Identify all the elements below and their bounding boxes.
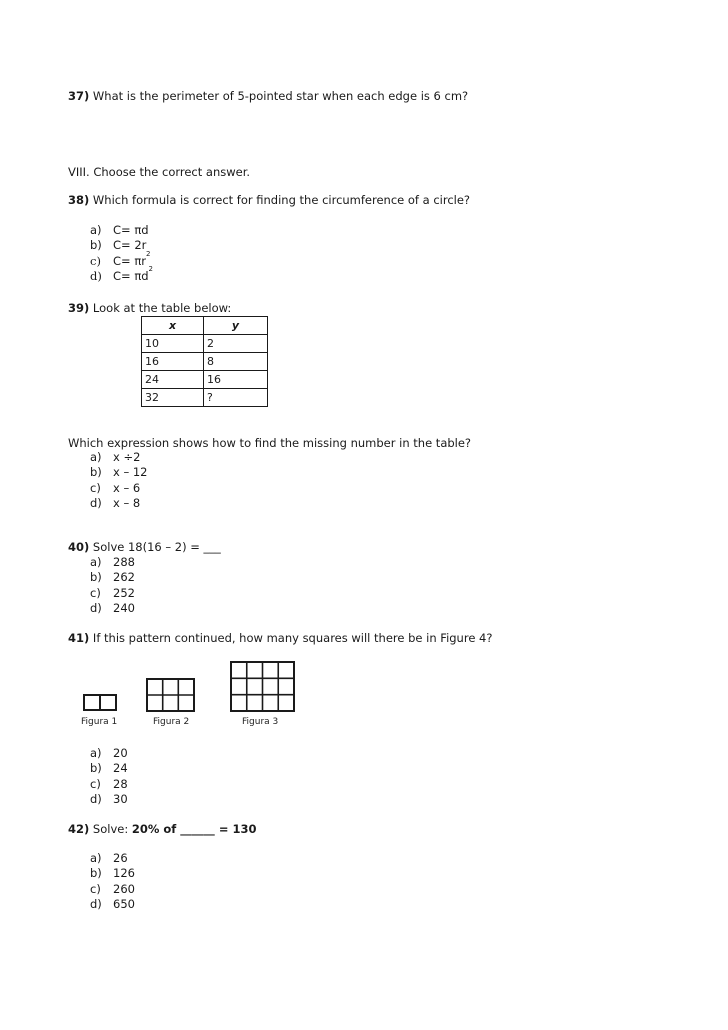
table-header-row <box>142 317 268 335</box>
question-number: 40) <box>68 540 90 554</box>
table-row <box>142 389 268 407</box>
table-cell: 32 <box>142 389 204 407</box>
table-cell: ? <box>204 389 268 407</box>
table-cell: 8 <box>204 353 268 371</box>
option[interactable]: b) C= 2r <box>90 238 147 253</box>
question-39-prompt: Which expression shows how to find the missing number in the table? <box>68 436 472 450</box>
option[interactable]: a) 26 <box>90 851 128 865</box>
table-row <box>142 335 268 353</box>
question-39 <box>68 301 231 315</box>
question-text: Solve 18(16 – 2) = ___ <box>89 540 221 554</box>
question-text: Which formula is correct for finding the circumference of a circle? <box>89 193 471 207</box>
answer-options-41 <box>90 746 128 807</box>
table-row <box>142 371 268 389</box>
option[interactable]: a) C= πd <box>90 223 149 237</box>
figure-3 <box>230 661 295 712</box>
option[interactable]: b) x – 12 <box>90 465 148 480</box>
table-header: x <box>142 317 204 335</box>
question-number: 39) <box>68 301 90 315</box>
option[interactable]: c) 252 <box>90 585 135 600</box>
question-text: If this pattern continued, how many squares will there be in Figure 4? <box>89 631 493 645</box>
question-text: Solve: <box>89 822 132 836</box>
table-cell: 10 <box>142 335 204 353</box>
question-number: 37) <box>68 89 90 103</box>
table-cell: 24 <box>142 371 204 389</box>
answer-options-40 <box>90 555 135 616</box>
question-number: 42) <box>68 822 90 836</box>
figure-2-label: Figura 2 <box>153 717 190 727</box>
question-equation: 20% of ______ = 130 <box>131 822 257 836</box>
option[interactable]: a) x ÷2 <box>90 450 141 464</box>
answer-options-39 <box>90 450 148 511</box>
figure-1-grid <box>83 694 117 711</box>
question-text: What is the perimeter of 5-pointed star when each edge is 6 cm? <box>89 89 469 103</box>
answer-options-38 <box>90 223 153 284</box>
answer-options-42 <box>90 851 135 912</box>
table-cell: 2 <box>204 335 268 353</box>
table-cell: 16 <box>142 353 204 371</box>
question-number: 41) <box>68 631 90 645</box>
figure-2-grid <box>146 678 195 712</box>
section-heading: VIII. Choose the correct answer. <box>68 165 251 179</box>
table-cell: 16 <box>204 371 268 389</box>
figure-3-grid <box>230 661 295 712</box>
question-40 <box>68 540 221 554</box>
xy-table <box>141 316 268 407</box>
exponent: 2 <box>148 264 154 273</box>
option[interactable]: d) 240 <box>90 600 135 615</box>
option[interactable]: d) 650 <box>90 896 135 911</box>
question-text: Look at the table below: <box>89 301 232 315</box>
option[interactable]: d) x – 8 <box>90 495 141 510</box>
option[interactable]: c) x – 6 <box>90 480 141 495</box>
question-42 <box>68 822 256 836</box>
exponent: 2 <box>145 249 151 258</box>
question-number: 38) <box>68 193 90 207</box>
option[interactable]: c) 260 <box>90 881 135 896</box>
option[interactable]: a) 20 <box>90 746 128 760</box>
option[interactable]: d) C= πd 2 <box>90 264 154 283</box>
option[interactable]: d) 30 <box>90 791 128 806</box>
option[interactable]: b) 126 <box>90 866 135 881</box>
question-37 <box>68 89 468 103</box>
table-row <box>142 353 268 371</box>
option[interactable]: b) 24 <box>90 761 128 776</box>
option[interactable]: c) 28 <box>90 776 128 791</box>
figure-2 <box>146 678 195 712</box>
figure-1-label: Figura 1 <box>81 717 118 727</box>
option[interactable]: b) 262 <box>90 570 135 585</box>
option[interactable]: c) C= πr 2 <box>90 249 151 268</box>
question-41 <box>68 631 492 645</box>
question-38 <box>68 193 470 207</box>
figure-1 <box>83 694 117 711</box>
table-header: y <box>204 317 268 335</box>
figure-3-label: Figura 3 <box>242 717 279 727</box>
option[interactable]: a) 288 <box>90 555 135 569</box>
